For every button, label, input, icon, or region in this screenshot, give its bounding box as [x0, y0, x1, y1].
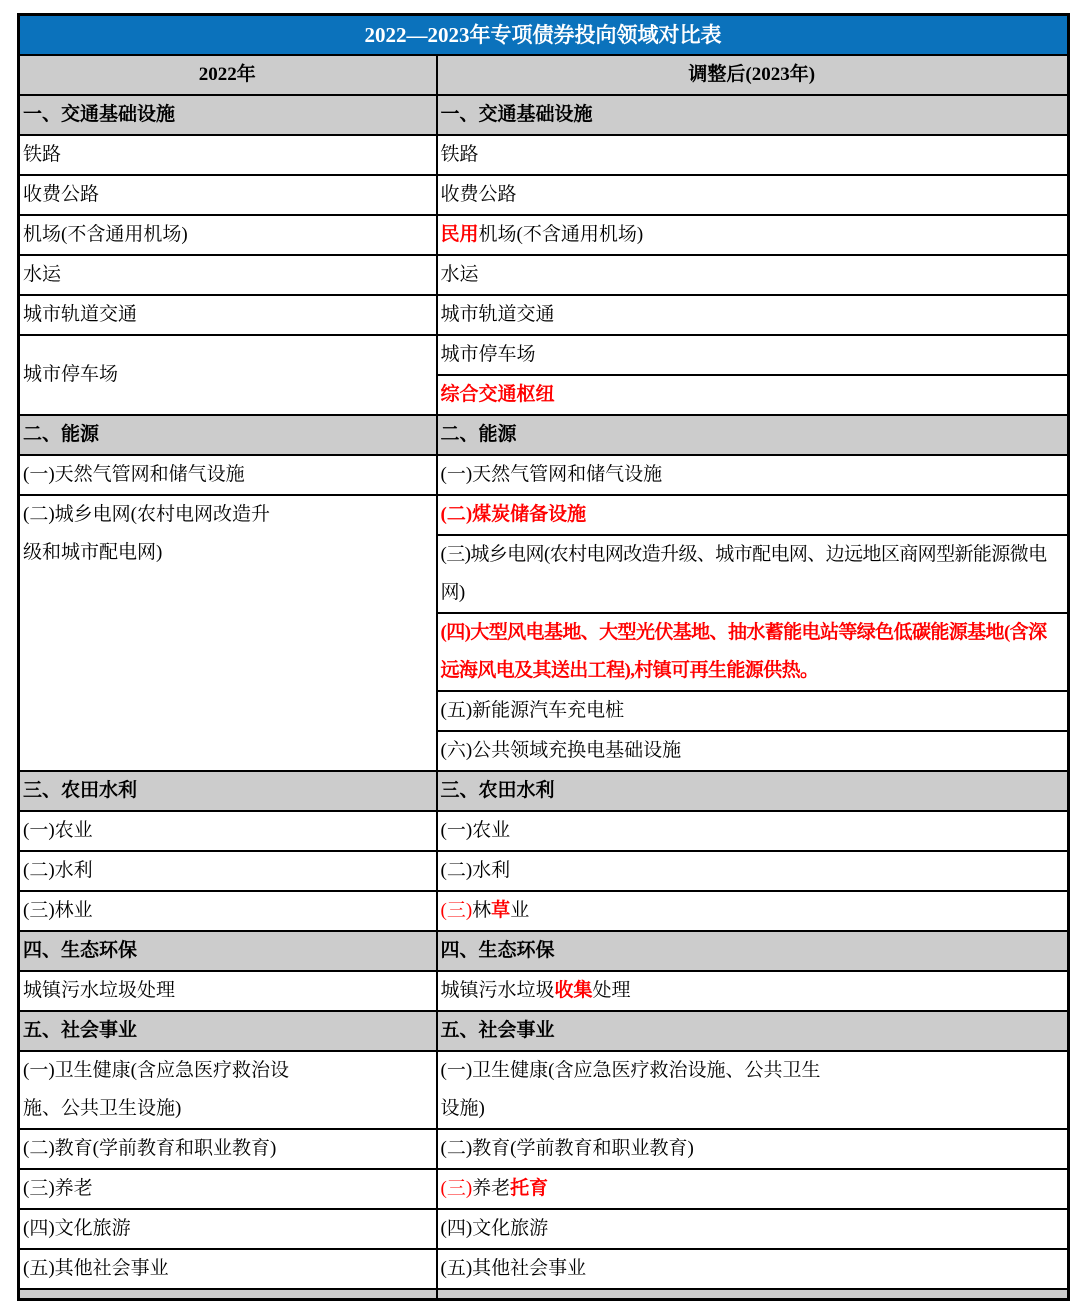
- cell-transport-hub-2023: [437, 375, 1069, 415]
- cell-elderly-2022: [19, 1169, 437, 1209]
- cell-airport-2022: [19, 215, 437, 255]
- cell-water-transport-2022: [19, 255, 437, 295]
- cell-education-2022: [19, 1129, 437, 1169]
- section-eco-2023: [437, 931, 1069, 971]
- row-coal-reserve: [19, 495, 1069, 535]
- row-sewage: [19, 971, 1069, 1011]
- culture-tourism-2023-text: (四)文化旅游: [440, 1218, 549, 1239]
- cell-culture-tourism-2023: [437, 1209, 1069, 1249]
- cell-water-transport-2023: [437, 255, 1069, 295]
- row-toll-road: [19, 175, 1069, 215]
- cell-agriculture-2023: [437, 811, 1069, 851]
- sewage-2023-added-text: 收集: [554, 980, 593, 1001]
- airport-2022-text: 机场(不含通用机场): [23, 224, 188, 245]
- cell-battery-swap-2023: [437, 731, 1069, 771]
- cell-railway-2023: [437, 135, 1069, 175]
- row-agriculture: [19, 811, 1069, 851]
- row-education: [19, 1129, 1069, 1169]
- railway-2022-text: 铁路: [23, 144, 62, 165]
- section-energy-2023: [437, 415, 1069, 455]
- airport-2023-added-text: 民用: [440, 224, 479, 245]
- section-transport-2022-text: 一、交通基础设施: [23, 104, 176, 125]
- elderly-2023-number: (三): [440, 1178, 473, 1199]
- cell-other-social-2023: [437, 1249, 1069, 1289]
- table-title-text: 2022—2023年专项债券投向领域对比表: [364, 23, 722, 47]
- agriculture-2022-text: (一)农业: [23, 820, 93, 841]
- elderly-2023-added-text: 托育: [510, 1178, 549, 1199]
- cell-airport-2023: [437, 215, 1069, 255]
- cutoff-cell-2022: [19, 1289, 437, 1299]
- row-railway: [19, 135, 1069, 175]
- row-health: [19, 1051, 1069, 1129]
- row-airport: [19, 215, 1069, 255]
- title-row: [19, 15, 1069, 56]
- grid-2023-text: (三)城乡电网(农村电网改造升级、城市配电网、边远地区商网型新能源微电网): [440, 544, 1047, 603]
- section-farmland-2023-text: 三、农田水利: [440, 780, 555, 801]
- row-elderly: [19, 1169, 1069, 1209]
- row-other-social: [19, 1249, 1069, 1289]
- cell-water-conservancy-2023: [437, 851, 1069, 891]
- col-header-2023: [437, 55, 1069, 95]
- urban-rail-2023-text: 城市轨道交通: [440, 304, 555, 325]
- section-farmland-2023: [437, 771, 1069, 811]
- forestry-2022-text: (三)林业: [23, 900, 93, 921]
- cell-forestry-2022: [19, 891, 437, 931]
- elderly-2022-text: (三)养老: [23, 1178, 93, 1199]
- section-social-2022-text: 五、社会事业: [23, 1020, 138, 1041]
- column-header-row: [19, 55, 1069, 95]
- cell-parking-2023: [437, 335, 1069, 375]
- toll-road-2022-text: 收费公路: [23, 184, 100, 205]
- section-social-2023-text: 五、社会事业: [440, 1020, 555, 1041]
- forestry-2023-added-text: 草: [491, 900, 511, 921]
- cell-urban-rail-2022: [19, 295, 437, 335]
- cell-ev-charging-2023: [437, 691, 1069, 731]
- cell-coal-reserve-2023: [437, 495, 1069, 535]
- sewage-2023-text-a: 城镇污水垃圾: [440, 980, 555, 1001]
- cell-toll-road-2023: [437, 175, 1069, 215]
- cell-health-2022: [19, 1051, 437, 1129]
- section-eco-2022-text: 四、生态环保: [23, 940, 138, 961]
- cell-elderly-2023: [437, 1169, 1069, 1209]
- transport-hub-2023-text: 综合交通枢纽: [440, 384, 555, 405]
- section-row-social: [19, 1011, 1069, 1051]
- sewage-2022-text: 城镇污水垃圾处理: [23, 980, 176, 1001]
- col-header-2022-text: 2022年: [198, 64, 256, 85]
- row-water-transport: [19, 255, 1069, 295]
- cell-gas-2023: [437, 455, 1069, 495]
- forestry-2023-text-b: 业: [510, 900, 530, 921]
- cell-culture-tourism-2022: [19, 1209, 437, 1249]
- elderly-2023-text: 养老: [472, 1178, 511, 1199]
- cell-education-2023: [437, 1129, 1069, 1169]
- bond-comparison-table: [17, 13, 1070, 1301]
- grid-2022-text: (二)城乡电网(农村电网改造升级和城市配电网): [23, 504, 270, 563]
- green-energy-2023-text: (四)大型风电基地、大型光伏基地、抽水蓄能电站等绿色低碳能源基地(含深远海风电及其送出工程),村镇可再生能源供热。: [440, 622, 1047, 681]
- section-energy-2022: [19, 415, 437, 455]
- railway-2023-text: 铁路: [440, 144, 479, 165]
- col-header-2023-text: 调整后(2023年): [688, 64, 816, 85]
- education-2022-text: (二)教育(学前教育和职业教育): [23, 1138, 277, 1159]
- airport-2023-text: 机场(不含通用机场): [478, 224, 644, 245]
- parking-2023-text: 城市停车场: [440, 344, 536, 365]
- row-forestry: [19, 891, 1069, 931]
- row-gas: [19, 455, 1069, 495]
- cell-grid-2023: [437, 535, 1069, 613]
- health-2022-text: (一)卫生健康(含应急医疗救治设施、公共卫生设施): [23, 1060, 289, 1119]
- sewage-2023-text-b: 处理: [592, 980, 631, 1001]
- cell-forestry-2023: [437, 891, 1069, 931]
- section-transport-2023: [437, 95, 1069, 135]
- forestry-2023-number: (三): [440, 900, 473, 921]
- cell-urban-rail-2023: [437, 295, 1069, 335]
- health-2023-text: (一)卫生健康(含应急医疗救治设施、公共卫生设施): [440, 1060, 821, 1119]
- cell-sewage-2023: [437, 971, 1069, 1011]
- row-culture-tourism: [19, 1209, 1069, 1249]
- water-transport-2023-text: 水运: [440, 264, 479, 285]
- section-row-energy: [19, 415, 1069, 455]
- section-farmland-2022: [19, 771, 437, 811]
- section-social-2022: [19, 1011, 437, 1051]
- cell-other-social-2022: [19, 1249, 437, 1289]
- urban-rail-2022-text: 城市轨道交通: [23, 304, 138, 325]
- section-farmland-2022-text: 三、农田水利: [23, 780, 138, 801]
- cutoff-section-row: [19, 1289, 1069, 1299]
- agriculture-2023-text: (一)农业: [440, 820, 511, 841]
- ev-charging-2023-text: (五)新能源汽车充电桩: [440, 700, 625, 721]
- cell-agriculture-2022: [19, 811, 437, 851]
- water-conservancy-2023-text: (二)水利: [440, 860, 511, 881]
- cell-green-energy-2023: [437, 613, 1069, 691]
- water-transport-2022-text: 水运: [23, 264, 62, 285]
- section-eco-2022: [19, 931, 437, 971]
- table-title: [19, 15, 1069, 56]
- parking-2022-text: 城市停车场: [23, 364, 119, 385]
- forestry-2023-text-a: 林: [472, 900, 492, 921]
- cell-toll-road-2022: [19, 175, 437, 215]
- col-header-2022: [19, 55, 437, 95]
- cell-water-conservancy-2022: [19, 851, 437, 891]
- other-social-2022-text: (五)其他社会事业: [23, 1258, 169, 1279]
- cell-grid-2022: [19, 495, 437, 771]
- cell-sewage-2022: [19, 971, 437, 1011]
- section-transport-2023-text: 一、交通基础设施: [440, 104, 593, 125]
- cell-health-2023: [437, 1051, 1069, 1129]
- row-urban-rail: [19, 295, 1069, 335]
- section-eco-2023-text: 四、生态环保: [440, 940, 555, 961]
- section-transport-2022: [19, 95, 437, 135]
- cutoff-cell-2023: [437, 1289, 1069, 1299]
- gas-2023-text: (一)天然气管网和储气设施: [440, 464, 663, 485]
- education-2023-text: (二)教育(学前教育和职业教育): [440, 1138, 694, 1159]
- gas-2022-text: (一)天然气管网和储气设施: [23, 464, 245, 485]
- section-row-eco: [19, 931, 1069, 971]
- section-social-2023: [437, 1011, 1069, 1051]
- cell-railway-2022: [19, 135, 437, 175]
- water-conservancy-2022-text: (二)水利: [23, 860, 93, 881]
- cell-parking-2022: [19, 335, 437, 415]
- battery-swap-2023-text: (六)公共领域充换电基础设施: [440, 740, 682, 761]
- section-energy-2023-text: 二、能源: [440, 424, 517, 445]
- section-row-transport: [19, 95, 1069, 135]
- section-row-farmland: [19, 771, 1069, 811]
- row-parking: [19, 335, 1069, 375]
- coal-reserve-2023-text: (二)煤炭储备设施: [440, 504, 587, 525]
- row-water-conservancy: [19, 851, 1069, 891]
- section-energy-2022-text: 二、能源: [23, 424, 100, 445]
- cell-gas-2022: [19, 455, 437, 495]
- other-social-2023-text: (五)其他社会事业: [440, 1258, 587, 1279]
- culture-tourism-2022-text: (四)文化旅游: [23, 1218, 131, 1239]
- toll-road-2023-text: 收费公路: [440, 184, 517, 205]
